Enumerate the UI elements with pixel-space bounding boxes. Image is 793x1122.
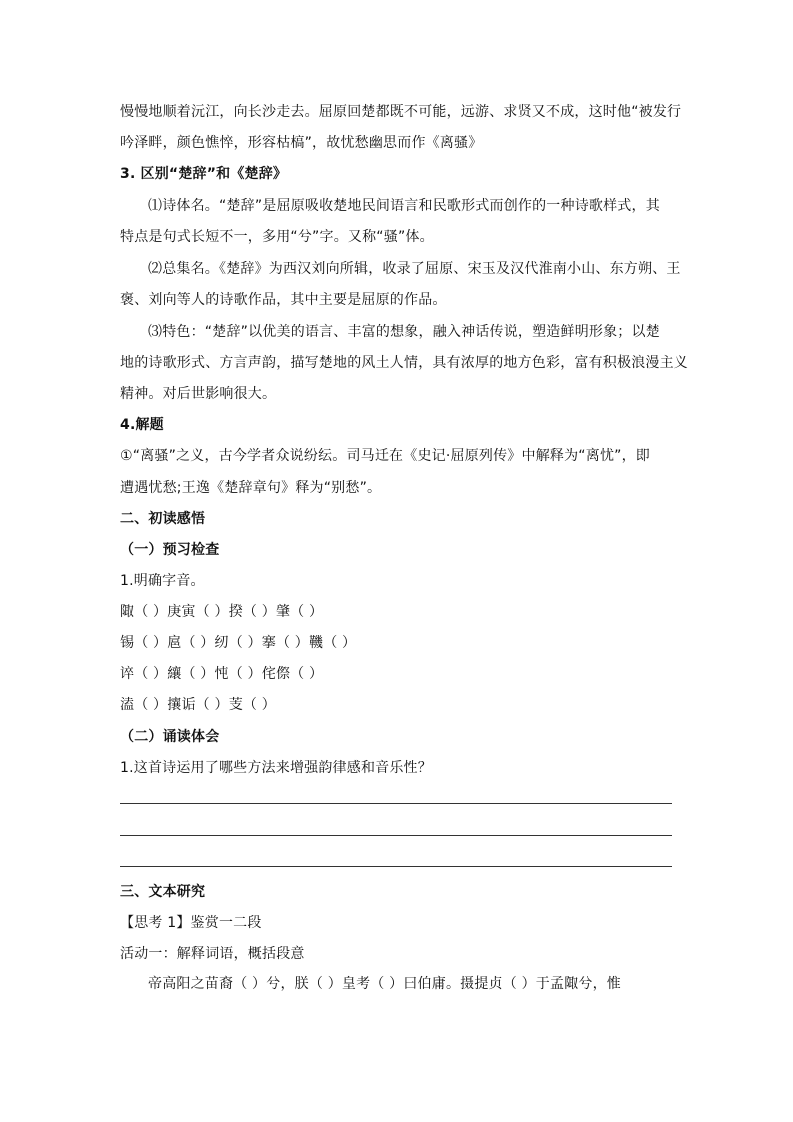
section-3-item-3-line-3: 精神。对后世影响很大。: [120, 386, 277, 402]
section-3-item-1-line-2: 特点是句式长短不一，多用“兮”字。又称“骚”体。: [120, 229, 434, 245]
activity-1: 活动一：解释词语，概括段意: [120, 946, 305, 962]
answer-line-2[interactable]: [120, 835, 672, 836]
answer-line-1[interactable]: [120, 803, 672, 804]
pronunciation-row-2: 锡（ ）扈（ ）纫（ ）搴（ ）鞿（ ）: [120, 635, 357, 651]
section-4-heading: 4.解题: [120, 417, 164, 433]
section-3-item-2-line-1: ⑵总集名。《楚辞》为西汉刘向所辑，收录了屈原、宋玉及汉代淮南小山、东方朔、王: [148, 261, 681, 277]
intro-line-2: 吟泽畔，颜色憔悴，形容枯槁”，故忧愁幽思而作《离骚》: [120, 135, 483, 151]
section-4-line-1: ①“离骚”之义，古今学者众说纷纭。司马迁在《史记·屈原列传》中解释为“离忧”，即: [120, 448, 651, 464]
part-3-heading: 三、文本研究: [120, 884, 206, 900]
pronunciation-row-4: 溘（ ）攘诟（ ）芰（ ）: [120, 697, 276, 713]
question-pronunciation: 1.明确字音。: [120, 573, 205, 589]
pronunciation-row-3: 谇（ ）纕（ ）忳（ ）侘傺（ ）: [120, 666, 324, 682]
question-rhythm: 1.这首诗运用了哪些方法来增强韵律感和音乐性？: [120, 760, 432, 776]
section-4-line-2: 遭遇忧愁;王逸《楚辞章句》释为“别愁”。: [120, 480, 382, 496]
think-1: 【思考 1】鉴赏一二段: [120, 915, 262, 931]
intro-line-1: 慢慢地顺着沅江，向长沙走去。屈原回楚都既不可能，远游、求贤又不成，这时他“被发行: [120, 104, 682, 120]
pronunciation-row-1: 陬（ ）庚寅（ ）揆（ ）肇（ ）: [120, 604, 324, 620]
part-2-sub-1: （一）预习检查: [120, 542, 220, 558]
answer-line-3[interactable]: [120, 866, 672, 867]
part-2-sub-2: （二）诵读体会: [120, 729, 220, 745]
section-3-heading: 3. 区别“楚辞”和《楚辞》: [120, 166, 288, 182]
section-3-item-3-line-2: 地的诗歌形式、方言声韵，描写楚地的风土人情，具有浓厚的地方色彩，富有积极浪漫主义: [120, 355, 688, 371]
verse-line: 帝高阳之苗裔（ ）兮，朕（ ）皇考（ ）曰伯庸。摄提贞（ ）于孟陬兮，惟: [148, 976, 621, 992]
part-2-heading: 二、初读感悟: [120, 511, 206, 527]
section-3-item-2-line-2: 褒、刘向等人的诗歌作品，其中主要是屈原的作品。: [120, 292, 447, 308]
section-3-item-1-line-1: ⑴诗体名。“楚辞”是屈原吸收楚地民间语言和民歌形式而创作的一种诗歌样式，其: [148, 198, 660, 214]
section-3-item-3-line-1: ⑶特色：“楚辞”以优美的语言、丰富的想象，融入神话传说，塑造鲜明形象；以楚: [148, 324, 660, 340]
